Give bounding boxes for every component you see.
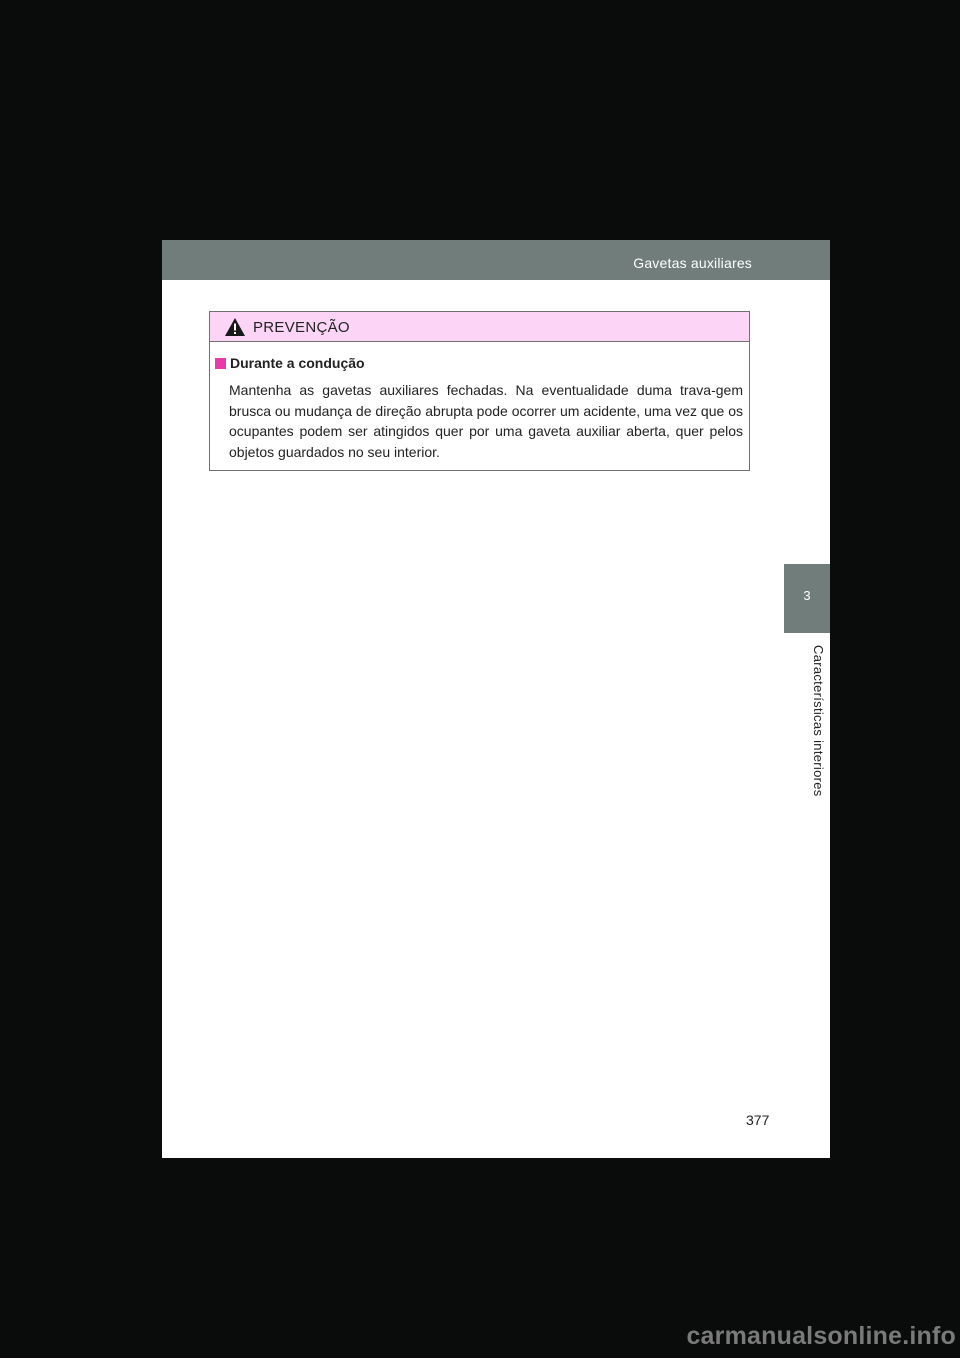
- warning-body-text: Mantenha as gavetas auxiliares fechadas. Na eventualidade duma trava-gem brusca ou mudança de direção abrupta pode ocorrer um acidente, uma vez que os ocupantes podem ser atingidos quer por uma gaveta auxiliar aberta, quer pelos objetos guardados no seu interior.: [229, 382, 743, 460]
- section-marker-square: [215, 358, 226, 369]
- warning-box: [209, 311, 750, 471]
- section-heading: Durante a condução: [230, 355, 365, 371]
- watermark-text: carmanualsonline.info: [686, 1322, 956, 1350]
- warning-triangle-icon: [224, 317, 246, 337]
- warning-title: PREVENÇÃO: [253, 319, 350, 336]
- chapter-number: 3: [803, 588, 811, 603]
- manual-page: [162, 240, 830, 1158]
- header-band: [162, 240, 830, 280]
- chapter-title-vertical: Características interiores: [811, 645, 826, 797]
- page-number: 377: [746, 1112, 770, 1128]
- warning-header: [210, 312, 749, 342]
- chapter-tab[interactable]: [784, 564, 830, 633]
- section-title: Gavetas auxiliares: [633, 255, 752, 271]
